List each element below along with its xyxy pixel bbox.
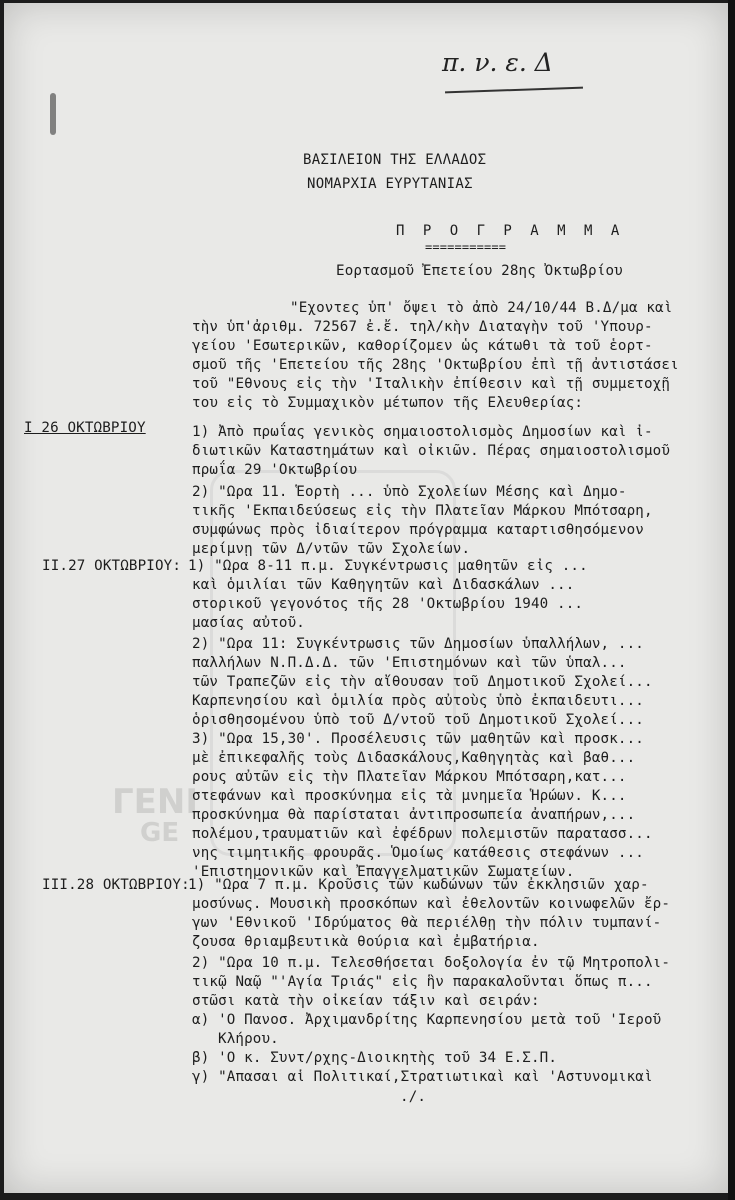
intro-line: "Εχοντες ὑπ' ὄψει τὸ ἀπὸ 24/10/44 Β.Δ/μα καὶ <box>290 300 673 316</box>
section-line: συμφώνως πρὸς ἰδιαίτερον πρόγραμμα καταρτισθησόμενον <box>192 522 644 538</box>
section-line: μοσύνως. Μουσικὴ προσκόπων καὶ ἐθελοντῶν κοινωφελῶν ἔρ- <box>192 896 671 912</box>
section-line: πρωΐα 29 'Οκτωβρίου <box>192 462 358 478</box>
intro-line: τοῦ "Εθνους εἰς τὴν 'Ιταλικὴν ἐπίθεσιν καὶ τῇ συμμετοχῇ <box>192 376 671 392</box>
section-line: ὁρισθησομένου ὑπὸ τοῦ Δ/ντοῦ τοῦ Δημοτικοῦ Σχολεί... <box>192 712 644 728</box>
section-line: 1) "Ωρα 8-11 π.μ. Συγκέντρωσις μαθητῶν εἰς ... <box>188 558 588 574</box>
document-title: Π Ρ Ο Γ Ρ Α Μ Μ Α <box>396 223 625 239</box>
section-line: μερίμνῃ τῶν Δ/ντῶν τῶν Σχολείων. <box>192 541 471 557</box>
section-line: καὶ ὁμιλίαι τῶν Καθηγητῶν καὶ Διδασκάλων ... <box>192 577 575 593</box>
scan-edge <box>728 0 735 1200</box>
section-line: γων 'Εθνικοῦ 'Ιδρύματος θὰ περιέλθῃ τὴν πόλιν τυμπανί- <box>192 915 662 931</box>
watermark-text: GE <box>140 818 180 848</box>
section-line: ρους αὐτῶν εἰς τὴν Πλατεῖαν Μάρκου Μπότσαρη,κατ... <box>192 769 627 785</box>
intro-line: σμοῦ τῆς 'Επετείου τῆς 28ης 'Οκτωβρίου ἐπὶ τῇ ἀντιστάσει <box>192 357 679 373</box>
section-line: γ) "Απασαι αἱ Πολιτικαί,Στρατιωτικαὶ καὶ 'Αστυνομικαὶ <box>192 1069 653 1085</box>
prefecture-heading: ΝΟΜΑΡΧΙΑ ΕΥΡΥΤΑΝΙΑΣ <box>307 176 473 192</box>
section-line: 'Επιστημονικῶν καὶ Ἐπαγγελματικῶν Σωματείων. <box>192 864 575 880</box>
section-line: στῶσι κατὰ τὴν οἰκείαν τάξιν καὶ σειράν: <box>192 993 540 1009</box>
section-line: μασίας αὐτοῦ. <box>192 615 305 631</box>
section-line: 3) "Ωρα 15,30'. Προσέλευσις τῶν μαθητῶν καὶ προσκ... <box>192 731 644 747</box>
intro-line: του εἰς τὸ Συμμαχικὸν μέτωπον τῆς Ελευθερίας: <box>192 395 584 411</box>
section-line: τῶν Τραπεζῶν εἰς τὴν αἴθουσαν τοῦ Δημοτικοῦ Σχολεί... <box>192 674 653 690</box>
handwritten-note: π. ν. ε. Δ <box>442 48 553 77</box>
section-line: παλλήλων Ν.Π.Δ.Δ. τῶν 'Επιστημόνων καὶ τῶν ὑπαλ... <box>192 655 627 671</box>
watermark-text: ΓΕΝΙ <box>112 782 198 822</box>
section-line: πολέμου,τραυματιῶν καὶ ἐφέδρων πολεμιστῶν παρατασσ... <box>192 826 653 842</box>
section-line: προσκύνημα θὰ παρίσταται ἀντιπροσωπεία ἀναπήρων,... <box>192 807 636 823</box>
section-line: τικῆς 'Εκπαιδεύσεως εἰς τὴν Πλατεῖαν Μάρκου Μπότσαρη, <box>192 503 653 519</box>
section-line: α) 'Ο Πανοσ. Ἀρχιμανδρίτης Καρπενησίου μετὰ τοῦ 'Ιεροῦ <box>192 1012 662 1028</box>
section-label-oct26: Ι 26 ΟΚΤΩΒΡΙΟΥ <box>24 420 146 436</box>
intro-line: γείου 'Εσωτερικῶν, καθορίζομεν ὡς κάτωθι τὰ τοῦ ἑορτ- <box>192 338 653 354</box>
section-label-oct28: ΙΙΙ.28 ΟΚΤΩΒΡΙΟΥ: <box>42 877 190 893</box>
section-line: ζουσα θριαμβευτικὰ θούρια καὶ ἐμβατήρια. <box>192 934 540 950</box>
section-line: 1) Ἀπὸ πρωΐας γενικὸς σημαιοστολισμὸς Δημοσίων καὶ ἰ- <box>192 424 653 440</box>
section-line: Καρπενησίου καὶ ὁμιλία πρὸς αὐτοὺς ὑπὸ ἐκπαιδευτι... <box>192 693 644 709</box>
section-line: Κλήρου. <box>218 1031 279 1047</box>
section-label-oct27: ΙΙ.27 ΟΚΤΩΒΡΙΟΥ: <box>42 558 182 574</box>
section-line: νης τιμητικῆς φρουρᾶς. Ὁμοίως κατάθεσις στεφάνων ... <box>192 845 644 861</box>
section-line: 2) "Ωρα 11: Συγκέντρωσις τῶν Δημοσίων ὑπαλλήλων, ... <box>192 636 644 652</box>
section-line: 2) "Ωρα 11. Ἑορτὴ ... ὑπὸ Σχολείων Μέσης καὶ Δημο- <box>192 484 627 500</box>
kingdom-heading: ΒΑΣΙΛΕΙΟΝ ΤΗΣ ΕΛΛΑΔΟΣ <box>303 152 487 168</box>
section-line: 2) "Ωρα 10 π.μ. Τελεσθήσεται δοξολογία ἐν τῷ Μητροπολι- <box>192 955 671 971</box>
ink-blot <box>50 93 56 135</box>
page-continuation-mark: ./. <box>400 1089 427 1105</box>
section-line: μὲ ἐπικεφαλῆς τοὺς Διδασκάλους,Καθηγητὰς καὶ βαθ... <box>192 750 636 766</box>
section-line: στορικοῦ γεγονότος τῆς 28 'Οκτωβρίου 1940 ... <box>192 596 584 612</box>
section-line: στεφάνων καὶ προσκύνημα εἰς τὰ μνημεῖα Ἡρώων. Κ... <box>192 788 627 804</box>
section-line: β) 'Ο κ. Συντ/ρχης-Διοικητὴς τοῦ 34 Ε.Σ.Π. <box>192 1050 558 1066</box>
title-rule: =========== <box>425 240 507 254</box>
document-subtitle: Εορτασμοῦ Ἐπετείου 28ης Ὀκτωβρίου <box>336 263 623 279</box>
section-line: τικῷ Ναῷ "'Αγία Τριάς" εἰς ἣν παρακαλοῦνται ὅπως π... <box>192 974 653 990</box>
section-line: διωτικῶν Καταστημάτων καὶ οἰκιῶν. Πέρας σημαιοστολισμοῦ <box>192 443 671 459</box>
intro-line: τὴν ὑπ'ἀριθμ. 72567 ἐ.ἔ. τηλ/κὴν Διαταγὴν τοῦ 'Υπουρ- <box>192 319 653 335</box>
section-line: 1) "Ωρα 7 π.μ. Κροῦσις τῶν κωδώνων τῶν ἐκκλησιῶν χαρ- <box>188 877 649 893</box>
